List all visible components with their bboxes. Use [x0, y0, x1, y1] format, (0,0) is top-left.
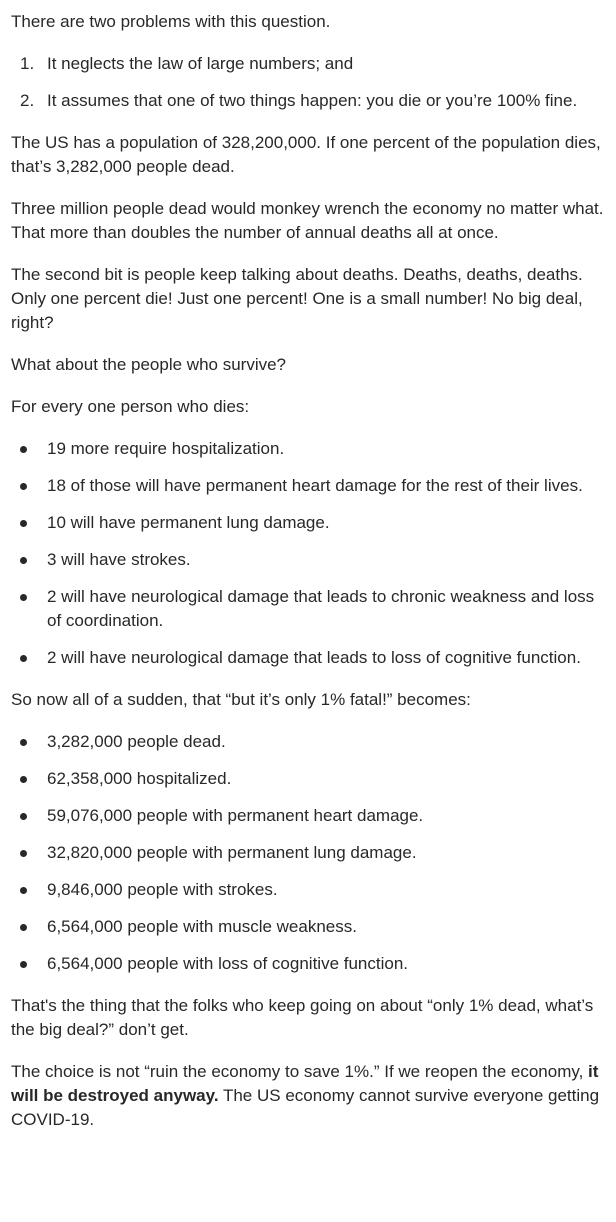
survivors-paragraph: What about the people who survive? — [11, 355, 287, 374]
conclusion-paragraph: The choice is not “ruin the economy to save 1%.” If we reopen the economy, it will be destroyed anyway. The US economy cannot survive everyone getting COVID-19. — [11, 1062, 600, 1129]
list-item: 9,846,000 people with strokes. — [11, 878, 611, 902]
list-item: 6,564,000 people with muscle weakness. — [11, 915, 611, 939]
bullet-icon — [20, 813, 27, 820]
bullet-icon — [20, 557, 27, 564]
list-item — [11, 52, 611, 76]
bullet-icon — [20, 520, 27, 527]
list-item: 10 will have permanent lung damage. — [11, 511, 611, 535]
bullet-icon — [20, 776, 27, 783]
bullet-icon — [20, 924, 27, 931]
list-number: 2. — [20, 91, 35, 110]
list-item — [11, 89, 611, 113]
so-now-paragraph: So now all of a sudden, that “but it’s only 1% fatal!” becomes: — [11, 690, 471, 709]
totals-list — [11, 730, 611, 976]
bullet-icon — [20, 961, 27, 968]
bullet-icon — [20, 850, 27, 857]
intro-paragraph: There are two problems with this question. — [11, 12, 331, 31]
list-item: 62,358,000 hospitalized. — [11, 767, 611, 791]
list-item-text: It neglects the law of large numbers; and — [47, 54, 354, 73]
bullet-icon — [20, 655, 27, 662]
list-item: 19 more require hospitalization. — [11, 437, 611, 461]
bullet-icon — [20, 739, 27, 746]
list-item: 18 of those will have permanent heart damage for the rest of their lives. — [11, 474, 611, 498]
population-paragraph: The US has a population of 328,200,000. If one percent of the population dies, that’s 3,282,000 people dead. — [11, 133, 601, 176]
thats-the-thing-paragraph: That's the thing that the folks who keep going on about “only 1% dead, what’s the big deal?” don’t get. — [11, 996, 594, 1039]
second-bit-paragraph: The second bit is people keep talking about deaths. Deaths, deaths, deaths. Only one percent die! Just one percent! One is a small number! No big deal, right? — [11, 265, 583, 332]
for-every-paragraph: For every one person who dies: — [11, 397, 250, 416]
list-item: 3 will have strokes. — [11, 548, 611, 572]
list-number: 1. — [20, 54, 35, 73]
list-item: 6,564,000 people with loss of cognitive function. — [11, 952, 611, 976]
bullet-icon — [20, 594, 27, 601]
per-death-list — [11, 437, 611, 670]
list-item: 3,282,000 people dead. — [11, 730, 611, 754]
bullet-icon — [20, 446, 27, 453]
conclusion-emphasis: it will be destroyed anyway. — [11, 1062, 599, 1105]
list-item-text: It assumes that one of two things happen: you die or you’re 100% fine. — [47, 91, 578, 110]
list-item: 2 will have neurological damage that leads to chronic weakness and loss of coordination. — [11, 585, 611, 633]
list-item: 2 will have neurological damage that leads to loss of cognitive function. — [11, 646, 611, 670]
three-million-paragraph: Three million people dead would monkey wrench the economy no matter what. That more than doubles the number of annual deaths all at once. — [11, 199, 604, 242]
bullet-icon — [20, 483, 27, 490]
bullet-icon — [20, 887, 27, 894]
problems-list — [11, 52, 611, 113]
list-item: 59,076,000 people with permanent heart damage. — [11, 804, 611, 828]
list-item: 32,820,000 people with permanent lung damage. — [11, 841, 611, 865]
